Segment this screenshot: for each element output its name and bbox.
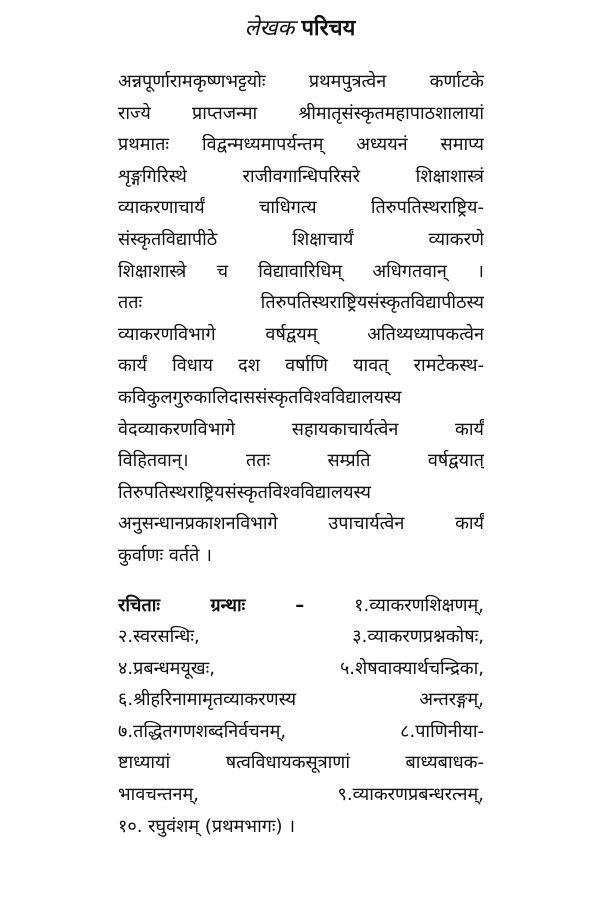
bio-line: ततः तिरुपतिस्थराष्ट्रियसंस्कृतविद्यापीठस्य: [118, 292, 484, 314]
bio-line: शृङ्गगिरिस्थे राजीवगान्धिपरिसरे शिक्षाशास्त्रं: [118, 165, 484, 187]
works-heading-line: [118, 590, 484, 622]
bio-line: कुर्वाणः वर्तते ।: [118, 544, 212, 566]
bio-line: प्रथमातः विद्वन्मध्यमापर्यन्तम् अध्ययनं समाप्य: [118, 134, 484, 156]
heading-parichay: परिचय: [301, 16, 356, 41]
works-line: ४.प्रबन्धमयूखः, ५.शेषवाक्यार्थचन्द्रिका,: [118, 657, 484, 679]
works-item: १.व्याकरणशिक्षणम्,: [354, 594, 484, 616]
bio-line: वेदव्याकरणविभागे सहायकाचार्यत्वेन कार्यं: [118, 418, 484, 440]
heading-lekhak: लेखक: [244, 16, 295, 41]
works-line: ६.श्रीहरिनामामृतव्याकरणस्य अन्तरङ्गम्,: [118, 689, 484, 711]
bio-line: व्याकरणविभागे वर्षद्वयम् अतिथ्यध्यापकत्वेन: [118, 323, 484, 345]
works-line: भावचन्तनम्, ९.व्याकरणप्रबन्धरत्नम्,: [118, 784, 484, 806]
bio-line: शिक्षाशास्त्रे च विद्यावारिधिम् अधिगतवान् ।: [118, 260, 484, 282]
bio-line: अन्नपूर्णारामकृष्णभट्टयोः प्रथमपुत्रत्वेन कर्णाटके: [118, 71, 484, 92]
bio-line: संस्कृतविद्यापीठे शिक्षाचार्यं व्याकरणे: [118, 228, 484, 250]
bio-line: अनुसन्धानप्रकाशनविभागे उपाचार्यत्वेन कार्यं: [118, 513, 484, 535]
bio-line: कविकुलगुरुकालिदाससंस्कृतविश्वविद्यालयस्य: [118, 386, 402, 408]
works-line: २.स्वरसन्धिः, ३.व्याकरणप्रश्नकोषः,: [118, 626, 484, 648]
author-text-block: [118, 66, 484, 842]
bio-line: तिरुपतिस्थराष्ट्रियसंस्कृतविश्वविद्यालयस्य: [118, 481, 371, 503]
works-line: ष्टाध्यायां षत्वविधायकसूत्राणां बाध्यबाधक-: [118, 752, 484, 774]
bio-line: व्याकरणाचार्यं चाधिगत्य तिरुपतिस्थराष्ट्रिय-: [118, 197, 484, 219]
works-label: रचिताः ग्रन्थाः: [118, 594, 246, 616]
page-heading: [0, 12, 600, 46]
works-line: ७.तद्धितगणशब्दनिर्वचनम्, ८.पाणिनीया-: [118, 720, 484, 742]
bio-line: विहितवान्। ततः सम्प्रति वर्षद्वयात्: [118, 450, 484, 472]
works-line: १०. रघुवंशम् (प्रथमभागः) ।: [118, 815, 296, 837]
bio-line: राज्ये प्राप्तजन्मा श्रीमातृसंस्कृतमहापाठशालायां: [118, 102, 484, 124]
bio-line: कार्यं विधाय दश वर्षाणि यावत् रामटेकस्थ-: [118, 355, 484, 377]
works-dash: –: [295, 594, 305, 616]
